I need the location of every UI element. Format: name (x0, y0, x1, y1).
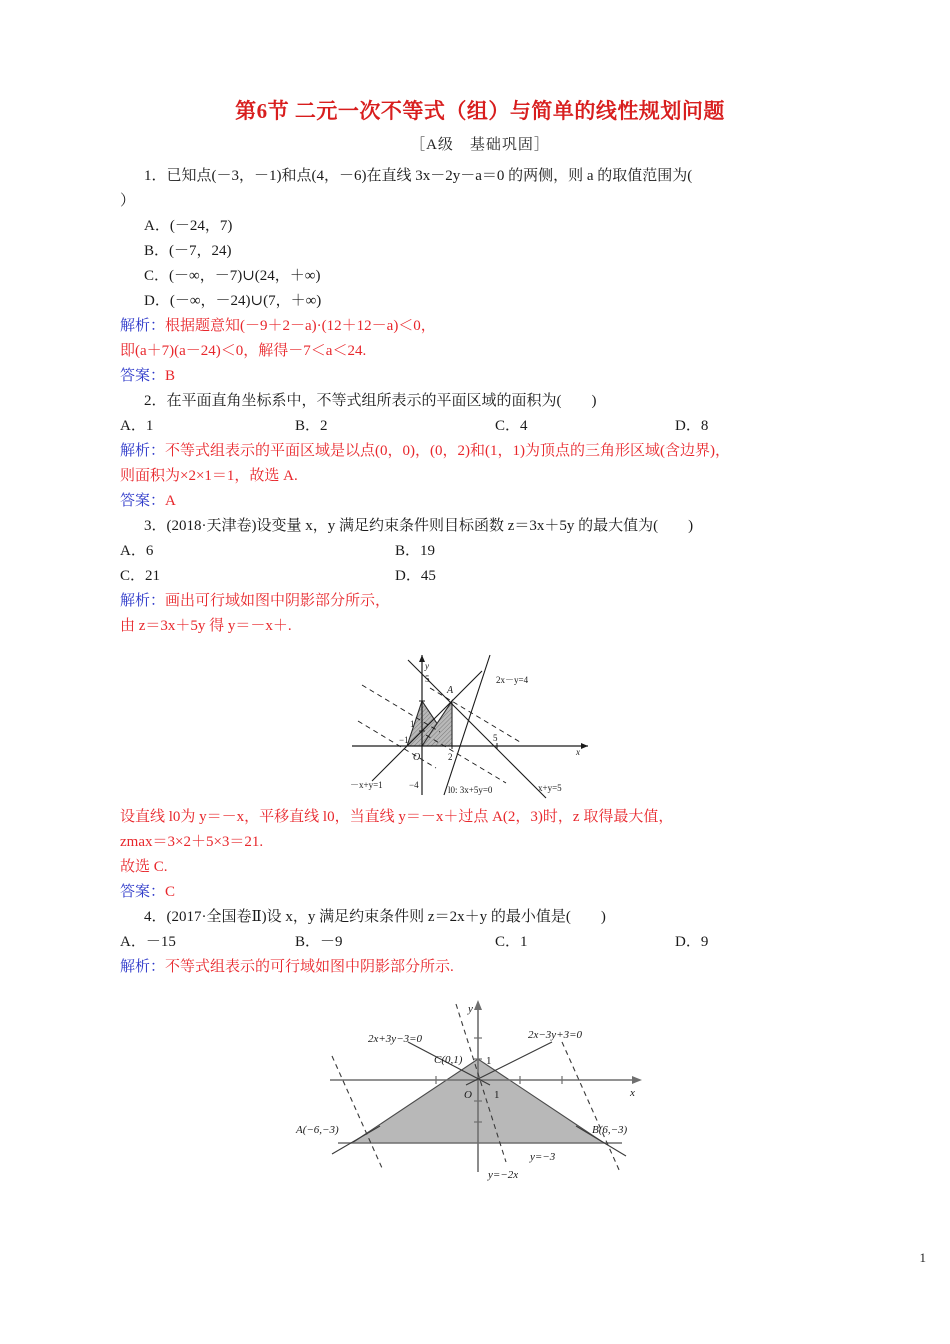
x-axis-arrow (632, 1076, 642, 1084)
line-label-x-plus-y-5: x+y=5 (538, 783, 562, 793)
question-1-stem: 1．已知点(－3，－1)和点(4，－6)在直线 3x－2y－a＝0 的两侧，则 a 的取值范围为( (144, 168, 693, 184)
tick-label-x-neg1: −1 (399, 735, 409, 745)
analysis-text: 不等式组表示的可行域如图中阴影部分所示. (165, 959, 454, 975)
option-a[interactable]: A．6 (120, 543, 154, 559)
line-label-2x-3y-3: 2x+3y−3=0 (368, 1033, 423, 1045)
question-3-options-row-2 (120, 564, 840, 589)
question-3-options-row-1 (120, 539, 840, 564)
question-3-answer (120, 880, 840, 905)
tick-label-x-2: 2 (448, 752, 453, 762)
option-b[interactable]: B．－9 (295, 934, 343, 950)
line-label-2x-y-4: 2x－y=4 (496, 675, 529, 685)
question-2-options (120, 414, 840, 439)
option-c[interactable]: C．21 (120, 568, 161, 584)
tick-label-x-1: 1 (494, 1089, 500, 1101)
question-3-post-figure-line-2: zmax＝3×2＋5×3＝21. (120, 834, 264, 850)
analysis-text: 画出可行域如图中阴影部分所示， (165, 593, 391, 609)
question-3-analysis-line-2: 由 z＝3x＋5y 得 y＝－x＋. (120, 618, 292, 634)
analysis-label: 解析： (120, 443, 166, 459)
point-label-A: A(−6,−3) (296, 1124, 339, 1136)
option-b[interactable]: B．2 (295, 418, 328, 434)
answer-value: A (165, 493, 176, 509)
tick-label-y-neg4: −4 (409, 780, 419, 790)
option-d[interactable]: D．9 (675, 934, 709, 950)
question-2-analysis-line-2: 则面积为×2×1＝1，故选 A. (120, 468, 298, 484)
axis-label-x: x (630, 1087, 635, 1099)
question-3-analysis-line-1 (120, 589, 840, 614)
question-1-analysis-line-1 (120, 314, 840, 339)
option-d[interactable]: D．45 (395, 568, 436, 584)
question-2-stem: 2．在平面直角坐标系中，不等式组所表示的平面区域的面积为( ) (144, 393, 597, 409)
dashed-objective-right (562, 1042, 620, 1172)
point-label-C: C(0,1) (434, 1054, 463, 1066)
option-c[interactable]: C．1 (495, 934, 528, 950)
tick-label-y-1: 1 (410, 719, 415, 729)
line-label-2x-minus-3y-3: 2x−3y+3=0 (528, 1029, 583, 1041)
y-axis-arrow (474, 1000, 482, 1010)
line-label-l0: l0: 3x+5y=0 (448, 785, 493, 795)
point-label-A: A (447, 685, 454, 696)
question-4-analysis-line-1 (120, 955, 840, 980)
figure-2 (290, 986, 670, 1186)
question-1-stem-cont: ） (120, 193, 136, 209)
answer-label: 答案： (120, 493, 166, 509)
tick-label-y-1: 1 (486, 1055, 492, 1067)
dashed-objective-left (332, 1056, 382, 1168)
line-label-y-neg2x: y=−2x (488, 1169, 519, 1181)
analysis-label: 解析： (120, 593, 166, 609)
answer-value: B (165, 368, 176, 384)
option-a[interactable]: A．(－24，7) (144, 218, 233, 234)
page-title: 第6节 二元一次不等式（组）与简单的线性规划问题 (235, 99, 725, 123)
question-1-options (120, 214, 840, 314)
question-3-post-figure-line-1: 设直线 l0为 y＝－x，平移直线 l0，当直线 y＝－x＋过点 A(2，3)时，z 取得最大值， (120, 809, 674, 825)
option-b[interactable]: B．19 (395, 543, 436, 559)
option-d[interactable]: D．(－∞，－24)∪(7，＋∞) (144, 293, 322, 309)
option-a[interactable]: A．1 (120, 418, 154, 434)
tick-label-y-5: 5 (425, 674, 430, 684)
line-neg-x-plus-y-1 (372, 671, 482, 781)
question-3-stem: 3．(2018·天津卷)设变量 x，y 满足约束条件则目标函数 z＝3x＋5y 的最大值为( ) (144, 518, 694, 534)
option-c[interactable]: C．(－∞，－7)∪(24，＋∞) (144, 268, 321, 284)
document-body (120, 95, 840, 1186)
analysis-text: 根据题意知(－9＋2－a)·(12＋12－a)＜0， (165, 318, 436, 334)
analysis-text: 不等式组表示的平面区域是以点(0，0)，(0，2)和(1，1)为顶点的三角形区域(含边界)， (165, 443, 730, 459)
axis-label-y: y (425, 661, 429, 671)
analysis-label: 解析： (120, 318, 166, 334)
question-block-1 (120, 164, 840, 389)
question-block-2 (120, 389, 840, 514)
point-label-B: B(6,−3) (592, 1124, 628, 1136)
question-1-analysis-line-2: 即(a＋7)(a－24)＜0，解得－7＜a＜24. (120, 343, 367, 359)
figure-2-container (120, 986, 840, 1186)
question-block-3 (120, 514, 840, 905)
option-d[interactable]: D．8 (675, 418, 709, 434)
tick-label-x-5: 5 (493, 733, 498, 743)
origin-label: O (464, 1089, 472, 1101)
option-c[interactable]: C．4 (495, 418, 528, 434)
origin-label: O (413, 752, 421, 763)
axis-label-x: x (576, 747, 580, 757)
answer-label: 答案： (120, 884, 166, 900)
axis-label-y: y (468, 1003, 473, 1015)
option-b[interactable]: B．(－7，24) (144, 243, 232, 259)
answer-value: C (165, 884, 176, 900)
figure-1 (330, 643, 630, 803)
question-4-stem: 4．(2017·全国卷Ⅱ)设 x，y 满足约束条件则 z＝2x＋y 的最小值是( ) (144, 909, 606, 925)
question-1-answer (120, 364, 840, 389)
question-3-post-figure-line-3: 故选 C. (120, 859, 168, 875)
option-a[interactable]: A．－15 (120, 934, 176, 950)
line-label-neg-x-plus-y-1: －x+y=1 (350, 780, 383, 790)
x-axis-arrow (581, 743, 588, 749)
figure-1-container (120, 643, 840, 803)
question-4-options (120, 930, 840, 955)
question-2-answer (120, 489, 840, 514)
answer-label: 答案： (120, 368, 166, 384)
analysis-label: 解析： (120, 959, 166, 975)
question-2-analysis-line-1 (120, 439, 840, 464)
section-level-badge: ［A级 基础巩固］ (410, 137, 550, 153)
question-block-4 (120, 905, 840, 1186)
page-number: 1 (919, 1250, 926, 1265)
line-label-y-neg3: y=−3 (530, 1151, 556, 1163)
